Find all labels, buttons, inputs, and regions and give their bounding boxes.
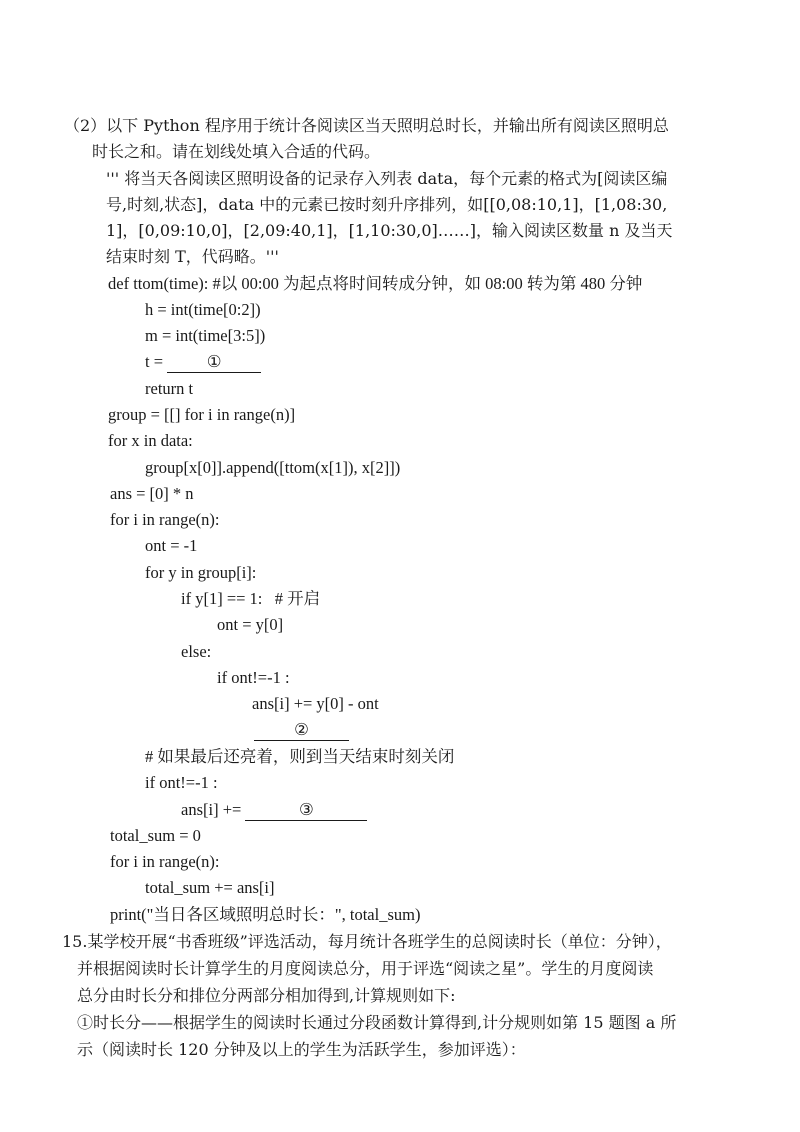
- code-line-m: m = int(time[3:5]): [145, 326, 266, 345]
- answer-blank-1[interactable]: ①: [167, 352, 261, 373]
- code-ans-prefix: ans[i] +=: [181, 800, 246, 819]
- q15-line2: 并根据阅读时长计算学生的月度阅读总分，用于评选“阅读之星”。学生的月度阅读: [77, 959, 654, 978]
- code-line-total-init: total_sum = 0: [110, 826, 201, 845]
- docstring-line4: 结束时刻 T，代码略。''': [106, 247, 279, 266]
- docstring-line3: 1]，[0,09:10,0]，[2,09:40,1]，[1,10:30,0]……]，输入阅读区数量 n 及当天: [106, 221, 673, 240]
- docstring-line2: 号,时刻,状态]，data 中的元素已按时刻升序排列，如[[0,08:10,1]，[1,08:30,: [106, 195, 668, 214]
- code-line-for-i: for i in range(n):: [110, 510, 220, 529]
- code-line-if-ont-final: if ont!=-1 :: [145, 773, 218, 792]
- code-line-return: return t: [145, 379, 194, 398]
- q15-line4: ①时长分——根据学生的阅读时长通过分段函数计算得到,计分规则如第 15 题图 a 所: [77, 1013, 677, 1032]
- code-line-ans-add: ans[i] += y[0] - ont: [252, 694, 379, 713]
- code-line-for-i-total: for i in range(n):: [110, 852, 220, 871]
- code-line-for-y: for y in group[i]:: [145, 563, 257, 582]
- code-line-ans: ans = [0] * n: [110, 484, 194, 503]
- q14-part2-intro-line1: （2）以下 Python 程序用于统计各阅读区当天照明总时长，并输出所有阅读区照明总: [64, 116, 669, 135]
- code-line-t-assign: [145, 351, 261, 373]
- code-line-else: else:: [181, 642, 212, 661]
- docstring-line1: ''' 将当天各阅读区照明设备的记录存入列表 data，每个元素的格式为[阅读区编: [106, 169, 668, 188]
- code-t-prefix: t =: [145, 352, 168, 371]
- code-line-def-ttom: def ttom(time): #以 00:00 为起点将时间转成分钟，如 08:00 转为第 480 分钟: [108, 274, 643, 293]
- code-line-total-add: total_sum += ans[i]: [145, 878, 275, 897]
- code-line-if-ont: if ont!=-1 :: [217, 668, 290, 687]
- answer-blank-2[interactable]: ②: [254, 720, 349, 741]
- code-line-append: group[x[0]].append([ttom(x[1]), x[2]]): [145, 458, 401, 477]
- code-line-ont-set: ont = y[0]: [217, 615, 284, 634]
- code-line-ans-final: [181, 799, 367, 821]
- q15-line1: 15.某学校开展“书香班级”评选活动，每月统计各班学生的总阅读时长（单位：分钟），: [62, 932, 672, 951]
- code-line-print: print("当日各区域照明总时长：", total_sum): [110, 905, 421, 924]
- code-line-if-open: if y[1] == 1: # 开启: [181, 589, 321, 608]
- code-comment-last-on: # 如果最后还亮着，则到当天结束时刻关闭: [145, 747, 455, 766]
- code-line-h: h = int(time[0:2]): [145, 300, 261, 319]
- q15-line5: 示（阅读时长 120 分钟及以上的学生为活跃学生，参加评选）：: [77, 1040, 526, 1059]
- code-line-for-x: for x in data:: [108, 431, 193, 450]
- q14-part2-intro-line2: 时长之和。请在划线处填入合适的代码。: [92, 142, 381, 161]
- code-line-ont-init: ont = -1: [145, 536, 198, 555]
- code-line-group: group = [[] for i in range(n)]: [108, 405, 296, 424]
- q15-line3: 总分由时长分和排位分两部分相加得到,计算规则如下:: [77, 986, 456, 1005]
- answer-blank-3[interactable]: ③: [245, 800, 367, 821]
